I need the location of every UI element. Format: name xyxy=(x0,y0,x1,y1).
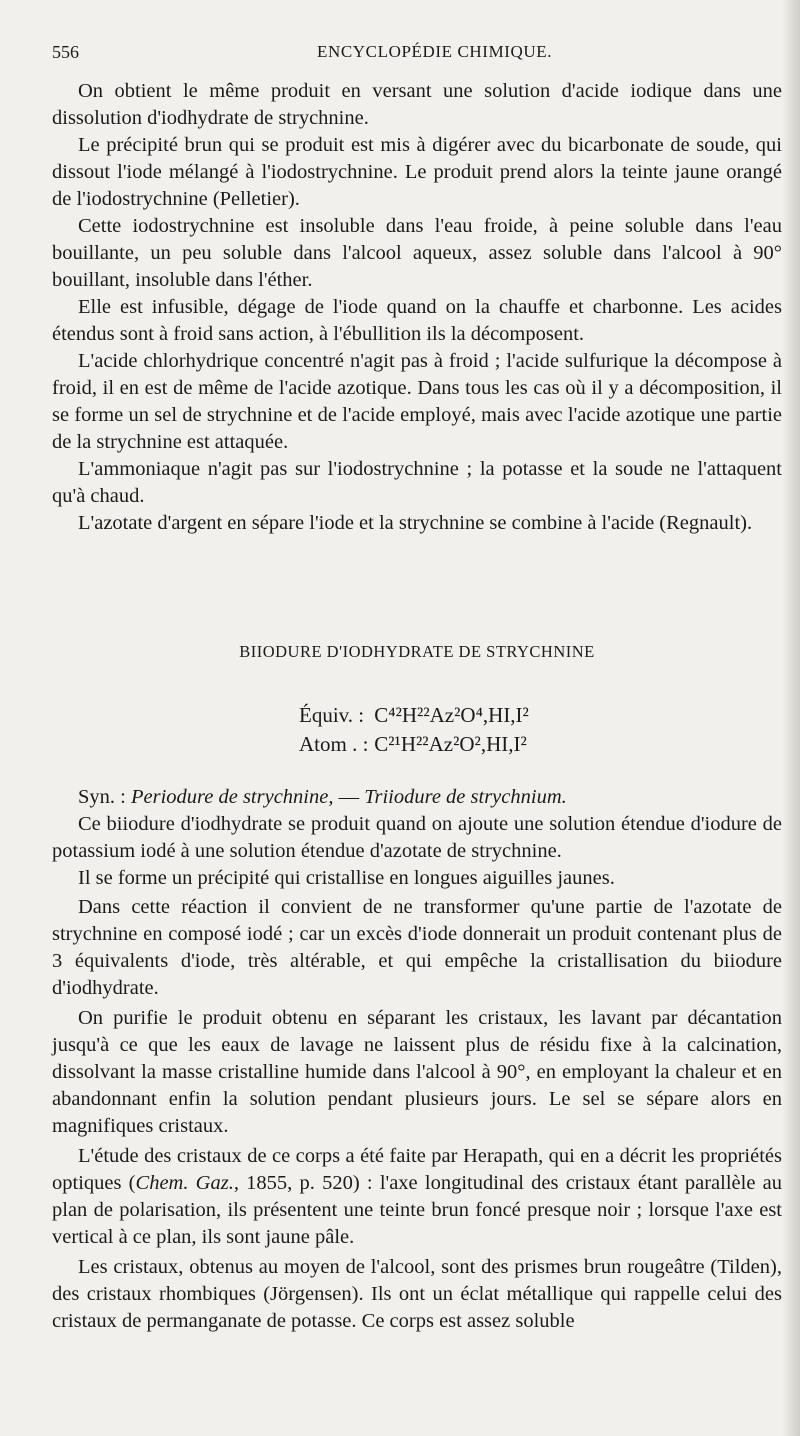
herapath-citation: Chem. Gaz. xyxy=(135,1172,234,1194)
paragraph-cristaux-prismes: Les cristaux, obtenus au moyen de l'alcool, sont des prismes brun rougeâtre (Tilden), des cristaux rhombiques (Jörgensen). Ils ont un éclat métallique qui rappelle celui des cristaux de permanganate de potasse. Ce corps est assez soluble xyxy=(52,1256,782,1332)
syn-spacer xyxy=(52,759,782,784)
section-spacer xyxy=(52,537,782,638)
running-title: ENCYCLOPÉDIE CHIMIQUE. xyxy=(317,42,553,61)
syn-label: Syn. : xyxy=(78,786,126,808)
formula-equiv-row xyxy=(299,701,782,730)
syn-name-periodure: Periodure de strychnine, xyxy=(130,786,334,808)
paragraph-purification: On purifie le produit obtenu en séparant les cristaux, les lavant par décantation jusqu'à ce que les eaux de lavage ne laissent plus de résidu fixe à la calcination, dissolvant la masse cristalline humide dans l'alcool à 90°, en employant la chaleur et en abandonnant enfin la solution pendant plusieurs jours. Le sel se sépare alors en magnifiques cristaux. xyxy=(52,1007,782,1137)
formula-atom-label: Atom . : xyxy=(299,732,369,756)
paragraph-biiodure-production: Ce biiodure d'iodhydrate se produit quand on ajoute une solution étendue d'iodure de potassium iodé à une solution étendue d'azotate de strychnine. xyxy=(52,813,782,862)
herapath-text-after: , 1855, p. 520) : l'axe longitudinal des cristaux étant parallèle au plan de polarisation, ils présentent une teinte brun foncé presque noir ; lorsque l'axe est vertical à ce plan, ils sont jaune pâle. xyxy=(52,1172,783,1248)
formula-atom-row xyxy=(299,730,782,759)
paragraph-solubilite: Cette iodostrychnine est insoluble dans l'eau froide, à peine soluble dans l'eau bouillante, un peu soluble dans l'alcool aqueux, assez soluble dans l'alcool à 90° bouillant, insoluble dans l'éther. xyxy=(52,215,782,291)
paragraph-infusible: Elle est infusible, dégage de l'iode quand on la chauffe et charbonne. Les acides étendus sont à froid sans action, à l'ébullition ils la décomposent. xyxy=(52,296,782,345)
paragraph-precipite-jaunes: Il se forme un précipité qui cristallise en longues aiguilles jaunes. xyxy=(78,867,615,889)
page-body xyxy=(52,78,782,1335)
paragraph-acides: L'acide chlorhydrique concentré n'agit pas à froid ; l'acide sulfurique la décompose à froid, il en est de même de l'acide azotique. Dans tous les cas où il y a décomposition, il se forme un sel de strychnine et de l'acide employé, mais avec l'acide azotique une partie de la strychnine est attaquée. xyxy=(52,350,782,453)
paragraph-ammoniaque: L'ammoniaque n'agit pas sur l'iodostrychnine ; la potasse et la soude ne l'attaquent qu'à chaud. xyxy=(52,458,782,507)
page-number: 556 xyxy=(52,42,79,62)
paragraph-reaction: Dans cette réaction il convient de ne transformer qu'une partie de l'azotate de strychnine en composé iodé ; car un excès d'iode donnerait un produit contenant plus de 3 équivalents d'iode, très altérable, et qui empêche la cristallisation du biiodure d'iodhydrate. xyxy=(52,896,782,999)
paragraph-solution-iodique: On obtient le même produit en versant une solution d'acide iodique dans une dissolution d'iodhydrate de strychnine. xyxy=(52,80,782,129)
paragraph-azotate-argent: L'azotate d'argent en sépare l'iode et la strychnine se combine à l'acide (Regnault). xyxy=(78,512,753,534)
formula-atom: C²¹H²²Az²O²,HI,I² xyxy=(374,732,527,756)
herapath-text-before: L'étude des cristaux de ce corps a été faite par Herapath, qui en a décrit les propriétés optiques ( xyxy=(52,1145,782,1194)
formula-equiv-label: Équiv. : xyxy=(299,703,365,727)
paragraph-precipite-brun: Le précipité brun qui se produit est mis à digérer avec du bicarbonate de soude, qui dissout l'iode mélangé à l'iodostrychnine. Le produit prend alors la teinte jaune orangé de l'iodostrychnine (Pelletier). xyxy=(52,134,782,210)
syn-dash: — xyxy=(338,786,360,808)
paragraph-herapath xyxy=(52,1143,782,1251)
formula-spacer xyxy=(52,665,782,701)
section-heading: BIIODURE D'IODHYDRATE DE STRYCHNINE xyxy=(239,642,595,661)
synonyms-line xyxy=(52,784,782,811)
page-header xyxy=(52,42,770,66)
formula-equiv: C⁴²H²²Az²O⁴,HI,I² xyxy=(374,703,529,727)
syn-name-triiodure: Triiodure de strychnium. xyxy=(364,786,567,808)
page-edge-shadow xyxy=(782,0,800,1436)
